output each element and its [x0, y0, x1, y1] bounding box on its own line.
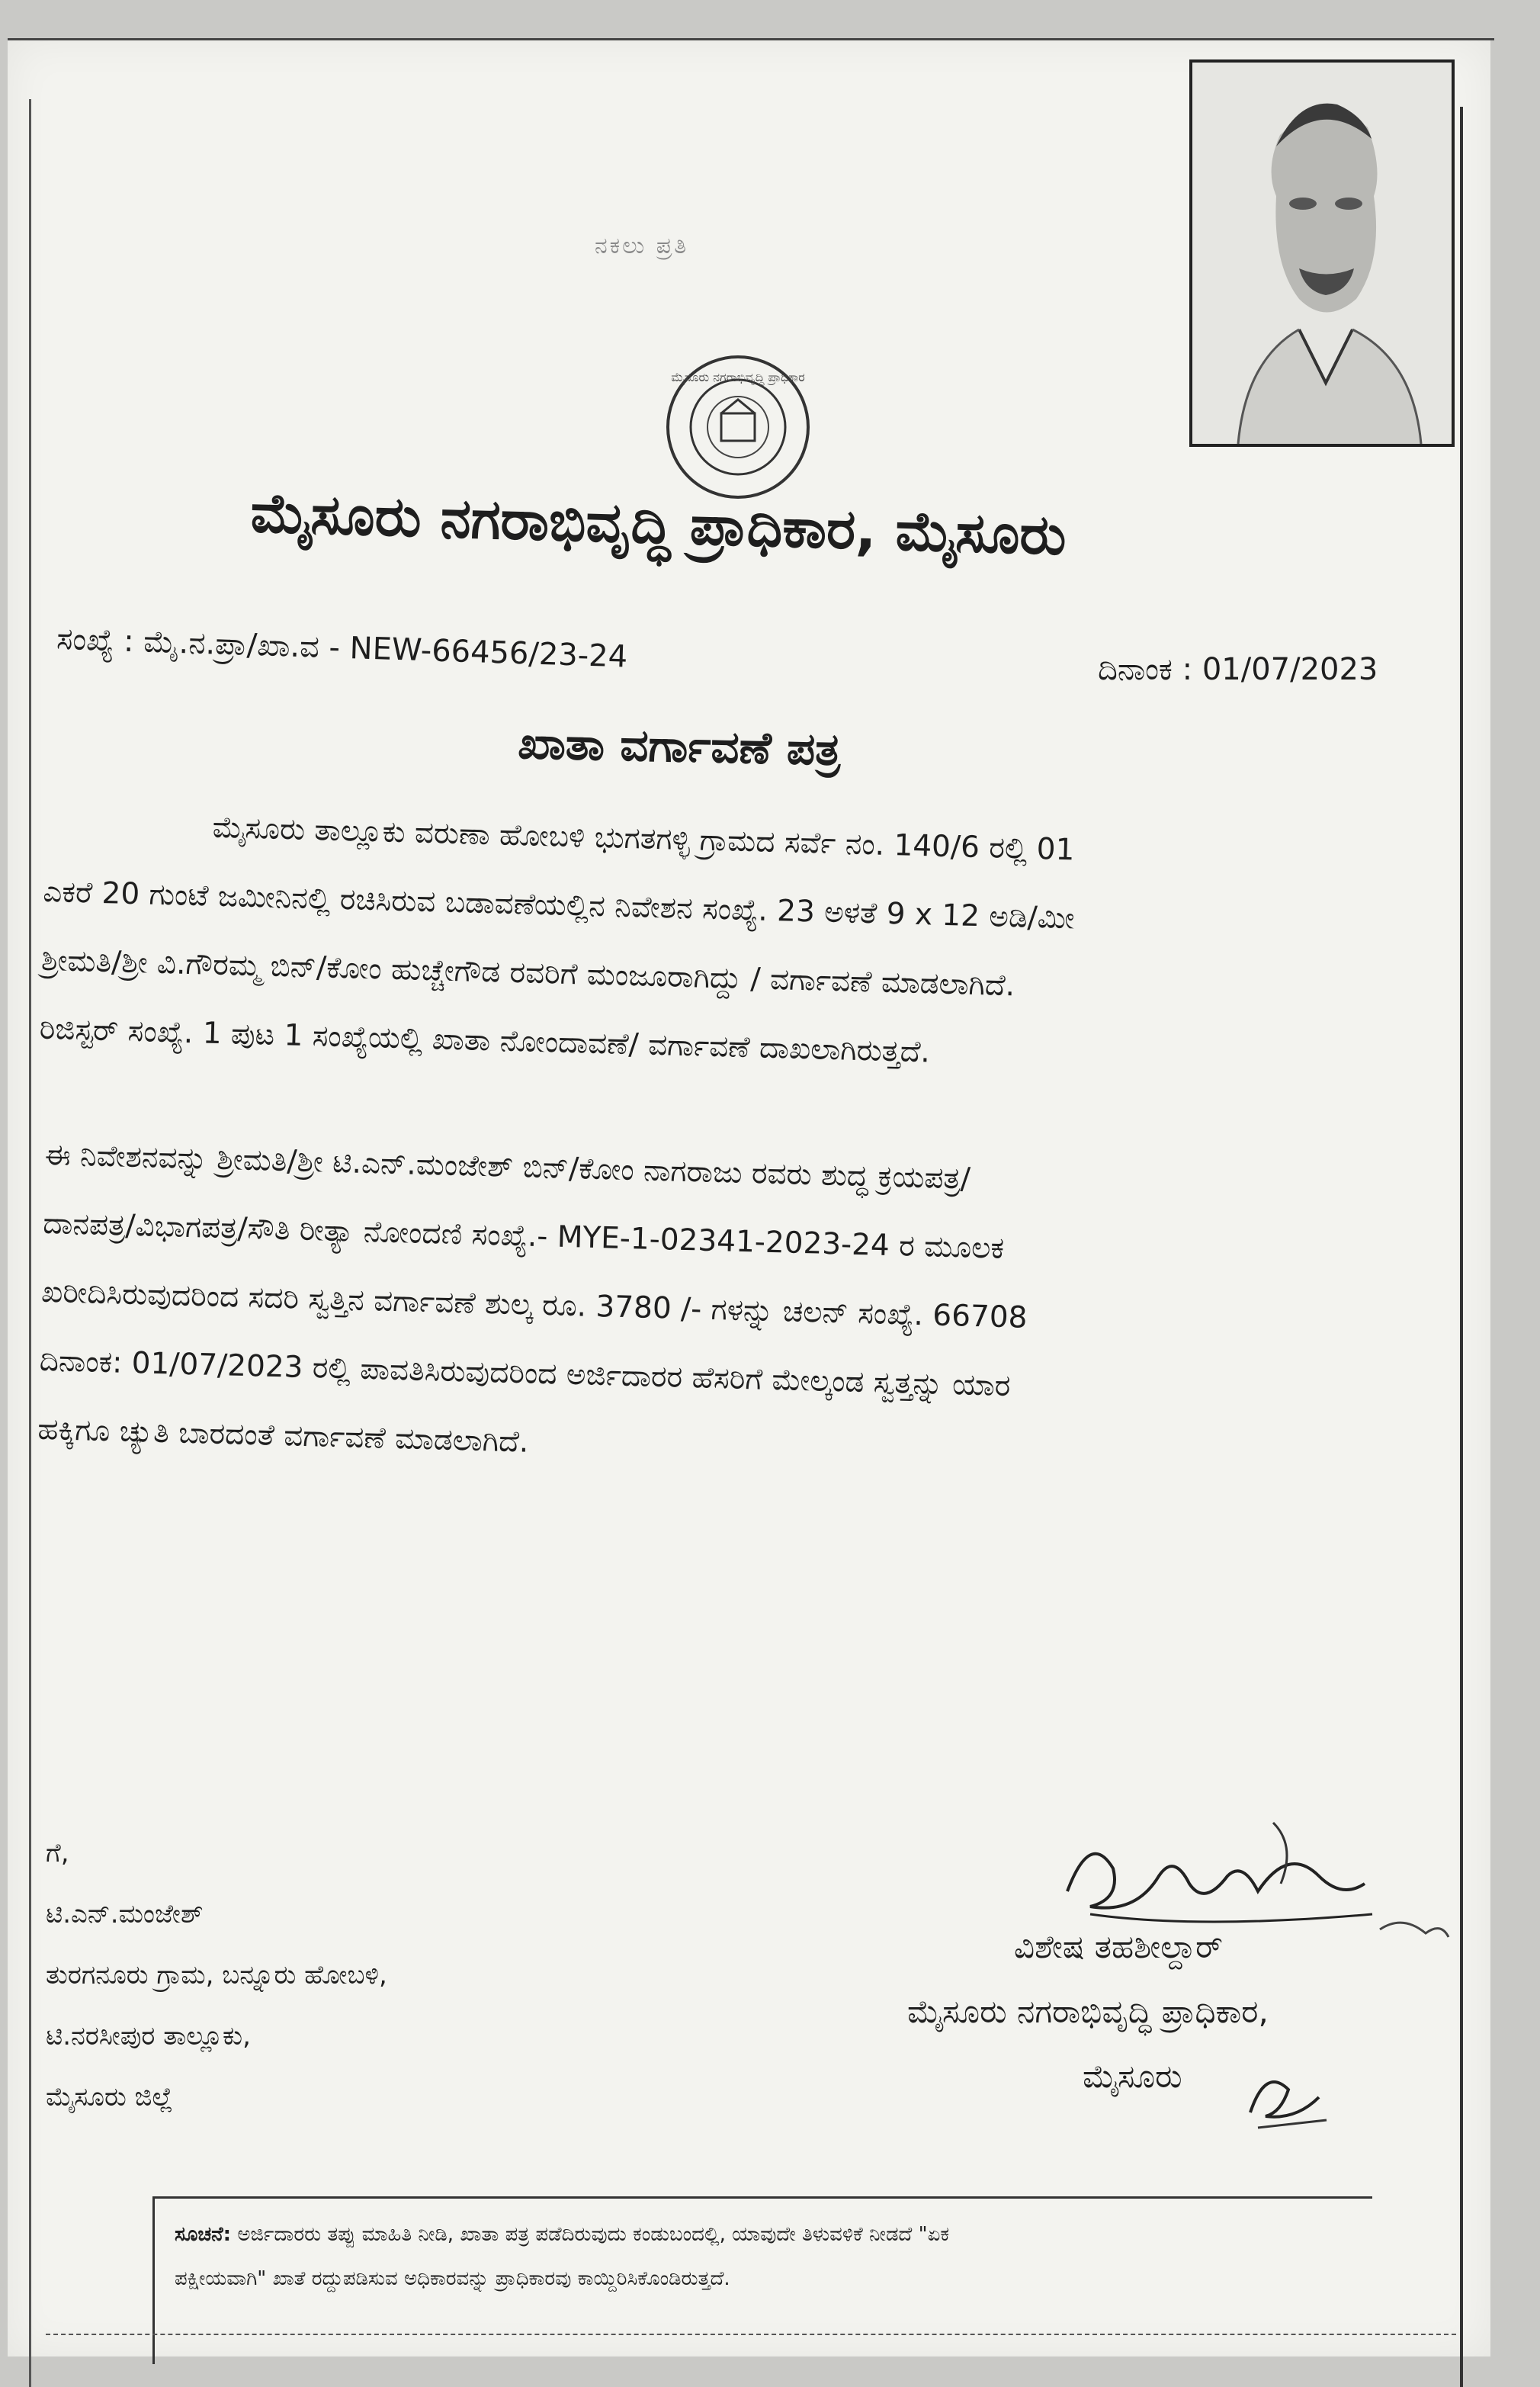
officer-designation-block	[907, 1914, 1426, 2109]
notice-box	[152, 2196, 1372, 2364]
right-border	[1460, 107, 1463, 2387]
paragraph-line: ಈ ನಿವೇಶನವನ್ನು ಶ್ರೀಮತಿ/ಶ್ರೀ ಟಿ.ಎನ್.ಮಂಜೇಶ್ ಬಿನ್/ಕೋಂ ನಾಗರಾಜು ರವರು ಶುದ್ಧ ಕ್ರಯಪತ್ರ/	[44, 1137, 971, 1197]
officer-line: ಮೈಸೂರು	[1083, 2058, 1182, 2095]
officer-line: ವಿಶೇಷ ತಹಶೀಲ್ದಾರ್	[1014, 1928, 1223, 1965]
addressee-line: ಟಿ.ಎನ್.ಮಂಜೇಶ್	[46, 1899, 204, 1929]
document-title: ಖಾತಾ ವರ್ಗಾವಣೆ ಪತ್ರ	[517, 717, 842, 776]
paragraph-line: ಹಕ್ಕಿಗೂ ಚ್ಯುತಿ ಬಾರದಂತೆ ವರ್ಗಾವಣೆ ಮಾಡಲಾಗಿದೆ.	[37, 1412, 529, 1460]
document-date: ದಿನಾಂಕ : 01/07/2023	[1098, 652, 1378, 687]
notice-text-2: ಪಕ್ಷೀಯವಾಗಿ" ಖಾತೆ ರದ್ದುಪಡಿಸುವ ಅಧಿಕಾರವನ್ನು ಪ್ರಾಧಿಕಾರವು ಕಾಯ್ದಿರಿಸಿಕೊಂಡಿರುತ್ತದೆ.	[175, 2267, 730, 2290]
notice-text-1: ಅರ್ಜಿದಾರರು ತಪ್ಪು ಮಾಹಿತಿ ನೀಡಿ, ಖಾತಾ ಪತ್ರ ಪಡೆದಿರುವುದು ಕಂಡುಬಂದಲ್ಲಿ, ಯಾವುದೇ ತಿಳುವಳಿಕೆ ನೀಡದೆ "ಏಕ	[237, 2223, 950, 2246]
addressee-line: ಮೈಸೂರು ಜಿಲ್ಲೆ	[46, 2082, 173, 2112]
paragraph-allotment	[39, 789, 1403, 1099]
addressee-line: ಗೆ,	[46, 1838, 69, 1868]
applicant-photo	[1189, 59, 1455, 447]
addressee-block	[46, 1823, 387, 2128]
paragraph-line: ದಿನಾಂಕ: 01/07/2023 ರಲ್ಲಿ ಪಾವತಿಸಿರುವುದರಿಂದ ಅರ್ಜಿದಾರರ ಹೆಸರಿಗೆ ಮೇಲ್ಕಂಡ ಸ್ವತ್ತನ್ನು ಯಾರ	[39, 1343, 1011, 1404]
paragraph-line: ಖರೀದಿಸಿರುವುದರಿಂದ ಸದರಿ ಸ್ವತ್ತಿನ ವರ್ಗಾವಣೆ ಶುಲ್ಕ ರೂ. 3780 /- ಗಳನ್ನು ಚಲನ್ ಸಂಖ್ಯೆ. 66708	[40, 1274, 1028, 1335]
paragraph-line: ಮೈಸೂರು ತಾಲ್ಲೂಕು ವರುಣಾ ಹೋಬಳಿ ಭುಗತಗಳ್ಳಿ ಗ್ರಾಮದ ಸರ್ವೆ ನಂ. 140/6 ರಲ್ಲಿ 01	[212, 810, 1075, 868]
officer-line: ಮೈಸೂರು ನಗರಾಭಿವೃದ್ಧಿ ಪ್ರಾಧಿಕಾರ,	[907, 1993, 1269, 2030]
paragraph-line: ಶ್ರೀಮತಿ/ಶ್ರೀ ವಿ.ಗೌರಮ್ಮ ಬಿನ್/ಕೋಂ ಹುಚ್ಚೇಗೌಡ ರವರಿಗೆ ಮಂಜೂರಾಗಿದ್ದು / ವರ್ಗಾವಣೆ ಮಾಡಲಾಗಿದೆ.	[40, 943, 1015, 1004]
paragraph-line: ರಿಜಿಸ್ಟರ್ ಸಂಖ್ಯೆ. 1 ಪುಟ 1 ಸಂಖ್ಯೆಯಲ್ಲಿ ಖಾತಾ ನೋಂದಾವಣೆ/ ವರ್ಗಾವಣೆ ದಾಖಲಾಗಿರುತ್ತದೆ.	[39, 1011, 931, 1070]
authority-seal	[662, 351, 814, 503]
notice-label: ಸೂಚನೆ:	[175, 2223, 232, 2246]
addressee-line: ತುರಗನೂರು ಗ್ರಾಮ, ಬನ್ನೂರು ಹೋಬಳಿ,	[46, 1960, 387, 1990]
bottom-dashed-line	[46, 2334, 1456, 2335]
top-border	[8, 38, 1494, 40]
notice-line-1	[175, 2212, 1352, 2257]
officer-initials	[1235, 2044, 1334, 2135]
organization-title: ಮೈಸೂರು ನಗರಾಭಿವೃದ್ಧಿ ಪ್ರಾಧಿಕಾರ, ಮೈಸೂರು	[249, 480, 1067, 567]
faded-stamp-text: ನಕಲು ಪ್ರತಿ	[595, 233, 689, 259]
left-border	[29, 99, 31, 2387]
reference-number: ಸಂಖ್ಯೆ : ಮೈ.ನ.ಪ್ರಾ/ಖಾ.ವ - NEW-66456/23-24	[56, 622, 628, 675]
paragraph-line: ಎಕರೆ 20 ಗುಂಟೆ ಜಮೀನಿನಲ್ಲಿ ರಚಿಸಿರುವ ಬಡಾವಣೆಯಲ್ಲಿನ ನಿವೇಶನ ಸಂಖ್ಯೆ. 23 ಅಳತೆ 9 x 12 ಅಡಿ/ಮೀ	[42, 874, 1075, 936]
paragraph-transfer	[37, 1121, 1402, 1499]
addressee-line: ಟಿ.ನರಸೀಪುರ ತಾಲ್ಲೂಕು,	[46, 2021, 251, 2051]
seal-text: ಮೈಸೂರು ನಗರಾಭಿವೃದ್ಧಿ ಪ್ರಾಧಿಕಾರ	[671, 370, 805, 384]
paragraph-line: ದಾನಪತ್ರ/ವಿಭಾಗಪತ್ರ/ಸೌತಿ ರೀತ್ಯಾ ನೋಂದಣಿ ಸಂಖ್ಯೆ.- MYE-1-02341-2023-24 ರ ಮೂಲಕ	[42, 1206, 1005, 1266]
